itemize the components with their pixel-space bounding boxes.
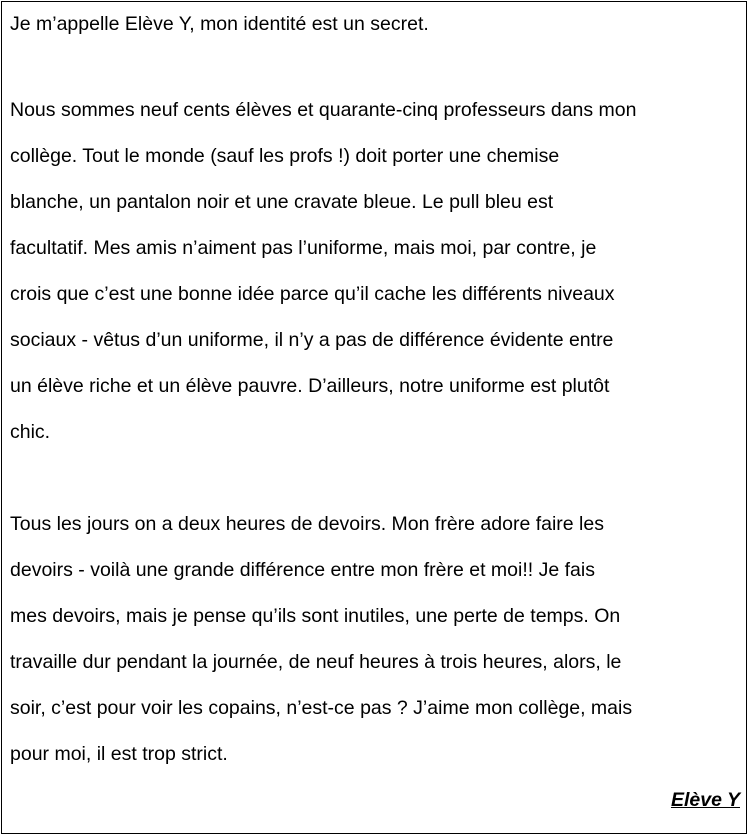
intro-line: Je m’appelle Elève Y, mon identité est un secret. <box>10 13 429 35</box>
document-body <box>10 7 744 777</box>
paragraph-spacer <box>10 455 744 501</box>
paragraph-uniform: Nous sommes neuf cents élèves et quarante-cinq professeurs dans mon collège. Tout le monde (sauf les profs !) doit porter une chemise blanche, un pantalon noir et une cravate bleue. Le pull bleu est facultatif. Mes amis n’aiment pas l’uniforme, mais moi, par contre, je crois que c’est une bonne idée parce qu’il cache les différents niveaux sociaux - vêtus d’un uniforme, il n’y a pas de différence évidente entre un élève riche et un élève pauvre. D’ailleurs, notre uniforme est plutôt chic. <box>10 99 637 443</box>
paragraph-homework: Tous les jours on a deux heures de devoirs. Mon frère adore faire les devoirs - voilà une grande différence entre mon frère et moi!! Je fais mes devoirs, mais je pense qu’ils sont inutiles, une perte de temps. On travaille dur pendant la journée, de neuf heures à trois heures, alors, le soir, c’est pour voir les copains, n’est-ce pas ? J’aime mon collège, mais pour moi, il est trop strict. <box>10 513 633 765</box>
document-frame <box>1 1 747 834</box>
signature: Elève Y <box>670 789 740 811</box>
